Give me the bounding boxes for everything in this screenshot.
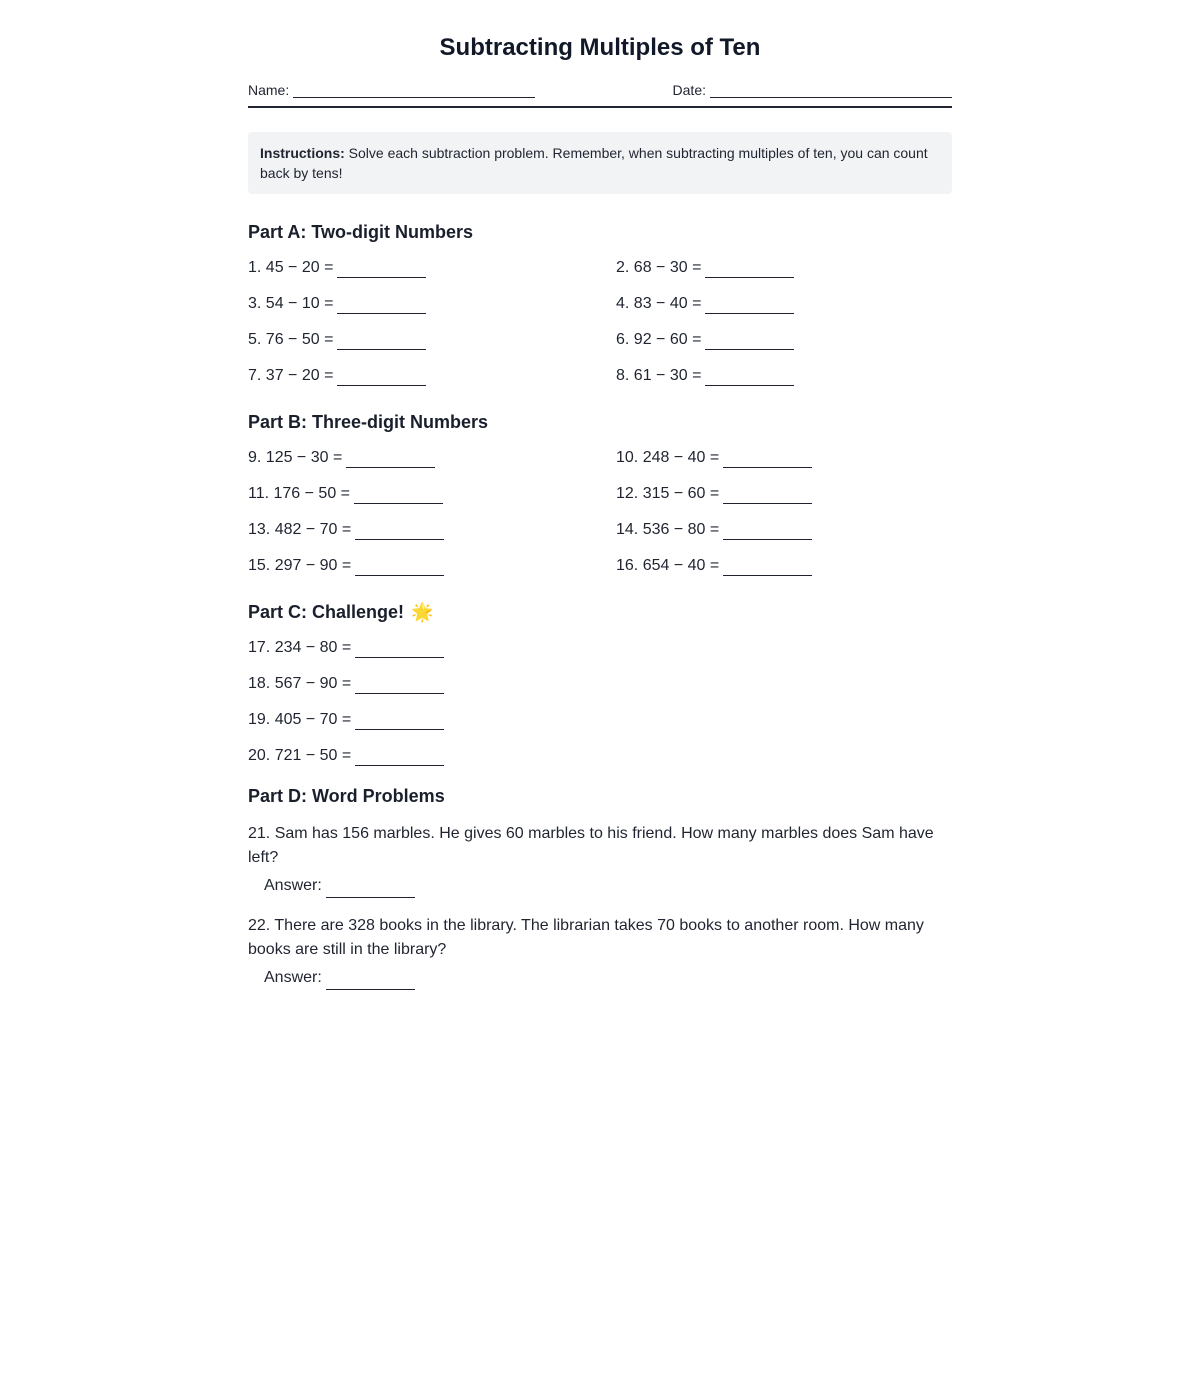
part-c-title-text: Part C: Challenge! [248,602,405,622]
instructions-box [248,132,952,194]
problem-item [616,556,952,576]
part-c-problems [248,638,952,766]
part-c-title [248,600,952,624]
page-title: Subtracting Multiples of Ten [439,34,761,61]
date-field [673,80,952,106]
name-blank-line[interactable] [293,80,535,98]
answer-blank[interactable] [337,258,426,278]
problem-item [616,366,952,386]
part-b-problems [248,448,952,576]
problem-text: 19. 405 − 70 = [248,711,352,728]
answer-blank[interactable] [723,484,812,504]
answer-blank[interactable] [326,970,415,990]
answer-blank[interactable] [354,484,443,504]
part-b-title: Part B: Three-digit Numbers [248,412,489,432]
problem-item [248,674,952,694]
answer-blank[interactable] [337,330,426,350]
answer-blank[interactable] [723,520,812,540]
problem-text: 12. 315 − 60 = [616,485,720,502]
problem-text: 2. 68 − 30 = [616,259,702,276]
star-icon: 🌟 [411,602,434,622]
word-problem [248,822,952,898]
problem-text: 17. 234 − 80 = [248,639,352,656]
problem-item [248,294,616,314]
problem-item [616,258,952,278]
answer-blank[interactable] [355,710,444,730]
problem-text: 8. 61 − 30 = [616,367,702,384]
answer-blank[interactable] [723,556,812,576]
problem-text: 11. 176 − 50 = [248,485,351,502]
problem-text: 20. 721 − 50 = [248,747,352,764]
part-a-problems [248,258,952,386]
problem-item [248,258,616,278]
problem-item [248,448,616,468]
instructions-text: Solve each subtraction problem. Remember, when subtracting multiples of ten, you can count back by tens! [260,145,928,181]
answer-row [248,874,952,898]
answer-blank[interactable] [705,330,794,350]
problem-text: 15. 297 − 90 = [248,557,352,574]
answer-blank[interactable] [355,520,444,540]
problem-item [616,520,952,540]
problem-text: 9. 125 − 30 = [248,449,343,466]
problem-text: 16. 654 − 40 = [616,557,720,574]
problem-text: 4. 83 − 40 = [616,295,702,312]
name-label: Name: [248,82,290,98]
answer-label: Answer: [264,877,322,894]
answer-blank[interactable] [337,366,426,386]
problem-item [616,294,952,314]
date-label: Date: [672,82,706,98]
problem-item [248,330,616,350]
answer-row [248,966,952,990]
word-problem-text: 21. Sam has 156 marbles. He gives 60 marbles to his friend. How many marbles does Sam have left? [248,825,934,866]
part-d-title: Part D: Word Problems [248,786,445,806]
problem-item [248,710,952,730]
answer-blank[interactable] [355,746,444,766]
answer-blank[interactable] [337,294,426,314]
problem-text: 6. 92 − 60 = [616,331,702,348]
problem-text: 5. 76 − 50 = [248,331,334,348]
answer-blank[interactable] [355,638,444,658]
problem-item [248,520,616,540]
answer-blank[interactable] [355,674,444,694]
problem-item [248,484,616,504]
answer-blank[interactable] [355,556,444,576]
answer-blank[interactable] [705,258,794,278]
problem-item [248,746,952,766]
word-problem-text: 22. There are 328 books in the library. The librarian takes 70 books to another room. How many books are still in the library? [248,917,924,958]
problem-text: 18. 567 − 90 = [248,675,352,692]
worksheet-page [248,0,952,990]
date-blank-line[interactable] [710,80,952,98]
answer-blank[interactable] [326,878,415,898]
name-field [248,80,535,106]
word-problem [248,914,952,990]
problem-item [616,330,952,350]
problem-text: 7. 37 − 20 = [248,367,334,384]
problem-item [616,484,952,504]
answer-blank[interactable] [705,294,794,314]
problem-item [248,638,952,658]
student-info-row [248,80,952,108]
problem-item [248,366,616,386]
problem-item [248,556,616,576]
problem-text: 1. 45 − 20 = [248,259,334,276]
problem-text: 3. 54 − 10 = [248,295,334,312]
problem-item [616,448,952,468]
answer-label: Answer: [264,969,322,986]
answer-blank[interactable] [346,448,435,468]
problem-text: 13. 482 − 70 = [248,521,352,538]
answer-blank[interactable] [723,448,812,468]
answer-blank[interactable] [705,366,794,386]
problem-text: 14. 536 − 80 = [616,521,720,538]
problem-text: 10. 248 − 40 = [616,449,720,466]
part-a-title: Part A: Two-digit Numbers [248,222,473,242]
instructions-label: Instructions: [260,145,345,161]
